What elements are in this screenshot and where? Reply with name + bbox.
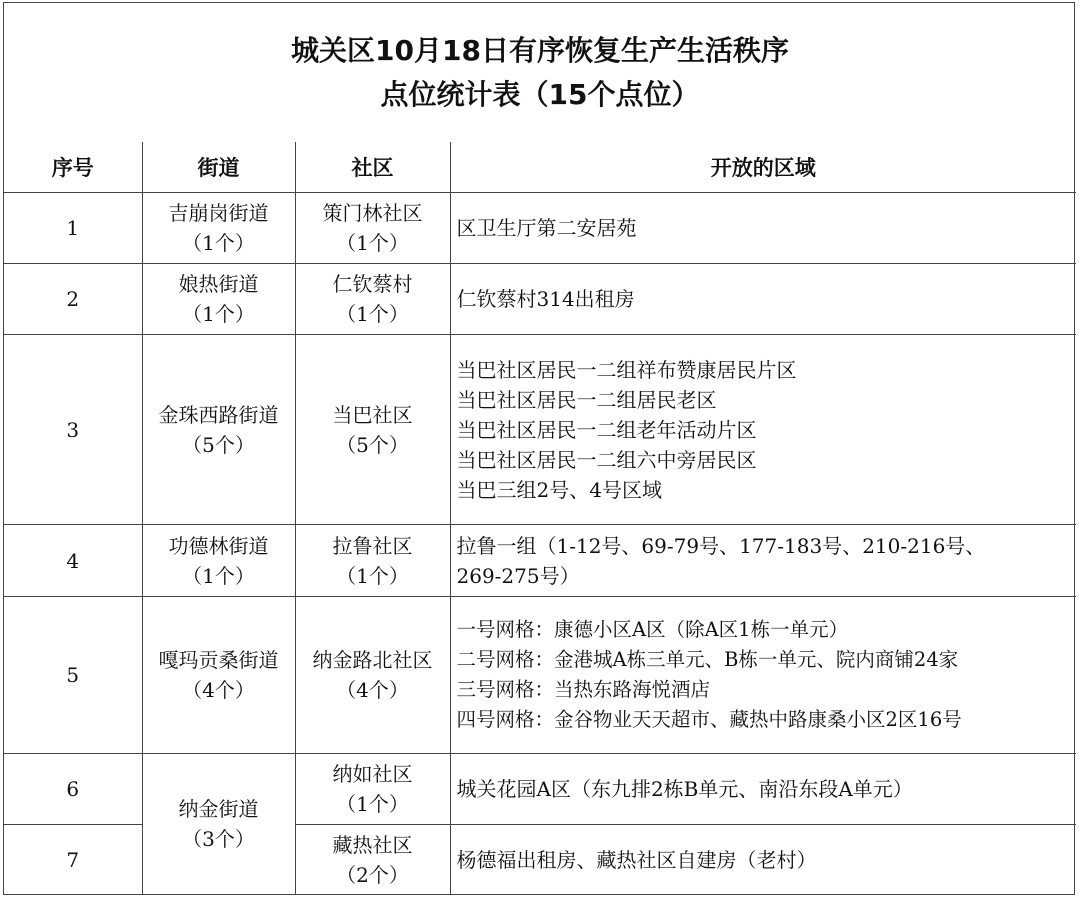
area-line: 拉鲁一组（1-12号、69-79号、177-183号、210-216号、 (456, 533, 986, 558)
table-row (4, 597, 1076, 754)
street-count: （1个） (182, 302, 255, 326)
row-community (295, 193, 450, 264)
row-index: 1 (4, 193, 142, 264)
row-area (450, 525, 1076, 597)
street-count: （1个） (182, 563, 255, 588)
area-line: 二号网格：金港城A栋三单元、B栋一单元、院内商铺24家 (456, 648, 959, 671)
community-count: （5个） (336, 432, 409, 457)
area-line: 三号网格：当热东路海悦酒店 (456, 678, 711, 701)
street-count: （4个） (182, 678, 255, 702)
area-line: 当巴社区居民一二组居民老区 (456, 387, 717, 412)
row-community (295, 264, 450, 335)
row-street (142, 525, 295, 597)
row-community (295, 525, 450, 597)
row-area (450, 825, 1076, 895)
header-area: 开放的区域 (450, 142, 1076, 193)
title-line-2: 点位统计表（15个点位） (380, 78, 700, 111)
row-community (295, 335, 450, 525)
table-row (4, 193, 1076, 264)
street-name: 嘎玛贡桑街道 (158, 648, 279, 672)
row-index: 6 (4, 754, 142, 825)
community-count: （1个） (336, 302, 409, 326)
row-index: 7 (4, 825, 142, 895)
table-row (4, 754, 1076, 825)
community-count: （2个） (336, 862, 409, 887)
area-line: 269-275号） (456, 563, 580, 588)
street-name: 娘热街道 (178, 272, 259, 296)
header-index: 序号 (4, 142, 142, 193)
row-area (450, 264, 1076, 335)
street-name: 金珠西路街道 (158, 402, 279, 427)
title-line-1: 城关区10月18日有序恢复生产生活秩序 (291, 34, 789, 67)
area-line: 当巴三组2号、4号区域 (456, 477, 662, 502)
row-area (450, 335, 1076, 525)
street-count: （5个） (182, 432, 255, 457)
community-name: 纳如社区 (332, 762, 413, 786)
street-name: 纳金街道 (178, 797, 259, 821)
community-count: （1个） (336, 792, 409, 816)
community-name: 策门林社区 (322, 201, 423, 225)
row-street (142, 335, 295, 525)
area-line: 当巴社区居民一二组六中旁居民区 (456, 447, 757, 472)
row-index: 4 (4, 525, 142, 597)
row-index: 5 (4, 597, 142, 754)
community-name: 当巴社区 (332, 402, 413, 427)
area-line: 一号网格：康德小区A区（除A区1栋一单元） (456, 618, 849, 641)
row-area (450, 754, 1076, 825)
table-header-row (4, 142, 1076, 193)
area-line: 杨德福出租房、藏热社区自建房（老村） (456, 847, 817, 872)
community-count: （1个） (336, 563, 409, 588)
header-community: 社区 (295, 142, 450, 193)
points-table (4, 142, 1076, 895)
street-count: （3个） (182, 827, 255, 851)
community-name: 纳金路北社区 (312, 648, 433, 672)
table-row (4, 335, 1076, 525)
community-name: 仁钦蔡村 (332, 272, 413, 296)
area-line: 当巴社区居民一二组老年活动片区 (456, 417, 757, 442)
row-area (450, 193, 1076, 264)
row-area (450, 597, 1076, 754)
area-line: 城关花园A区（东九排2栋B单元、南沿东段A单元） (456, 777, 913, 801)
street-count: （1个） (182, 231, 255, 255)
row-street (142, 754, 295, 895)
street-name: 吉崩岗街道 (168, 201, 269, 225)
area-line: 仁钦蔡村314出租房 (456, 287, 635, 311)
community-name: 藏热社区 (332, 832, 413, 857)
community-name: 拉鲁社区 (332, 533, 413, 558)
table-row (4, 525, 1076, 597)
row-community (295, 597, 450, 754)
page-title (4, 3, 1076, 142)
row-community (295, 754, 450, 825)
area-line: 当巴社区居民一二组祥布赞康居民片区 (456, 357, 797, 382)
header-street: 街道 (142, 142, 295, 193)
row-index: 3 (4, 335, 142, 525)
table-row (4, 264, 1076, 335)
row-index: 2 (4, 264, 142, 335)
row-community (295, 825, 450, 895)
row-street (142, 264, 295, 335)
street-name: 功德林街道 (168, 533, 269, 558)
area-line: 四号网格：金谷物业天天超市、藏热中路康桑小区2区16号 (456, 708, 962, 731)
area-line: 区卫生厅第二安居苑 (456, 216, 637, 240)
community-count: （1个） (336, 231, 409, 255)
row-street (142, 597, 295, 754)
community-count: （4个） (336, 678, 409, 702)
statistics-table-frame (3, 2, 1075, 895)
row-street (142, 193, 295, 264)
